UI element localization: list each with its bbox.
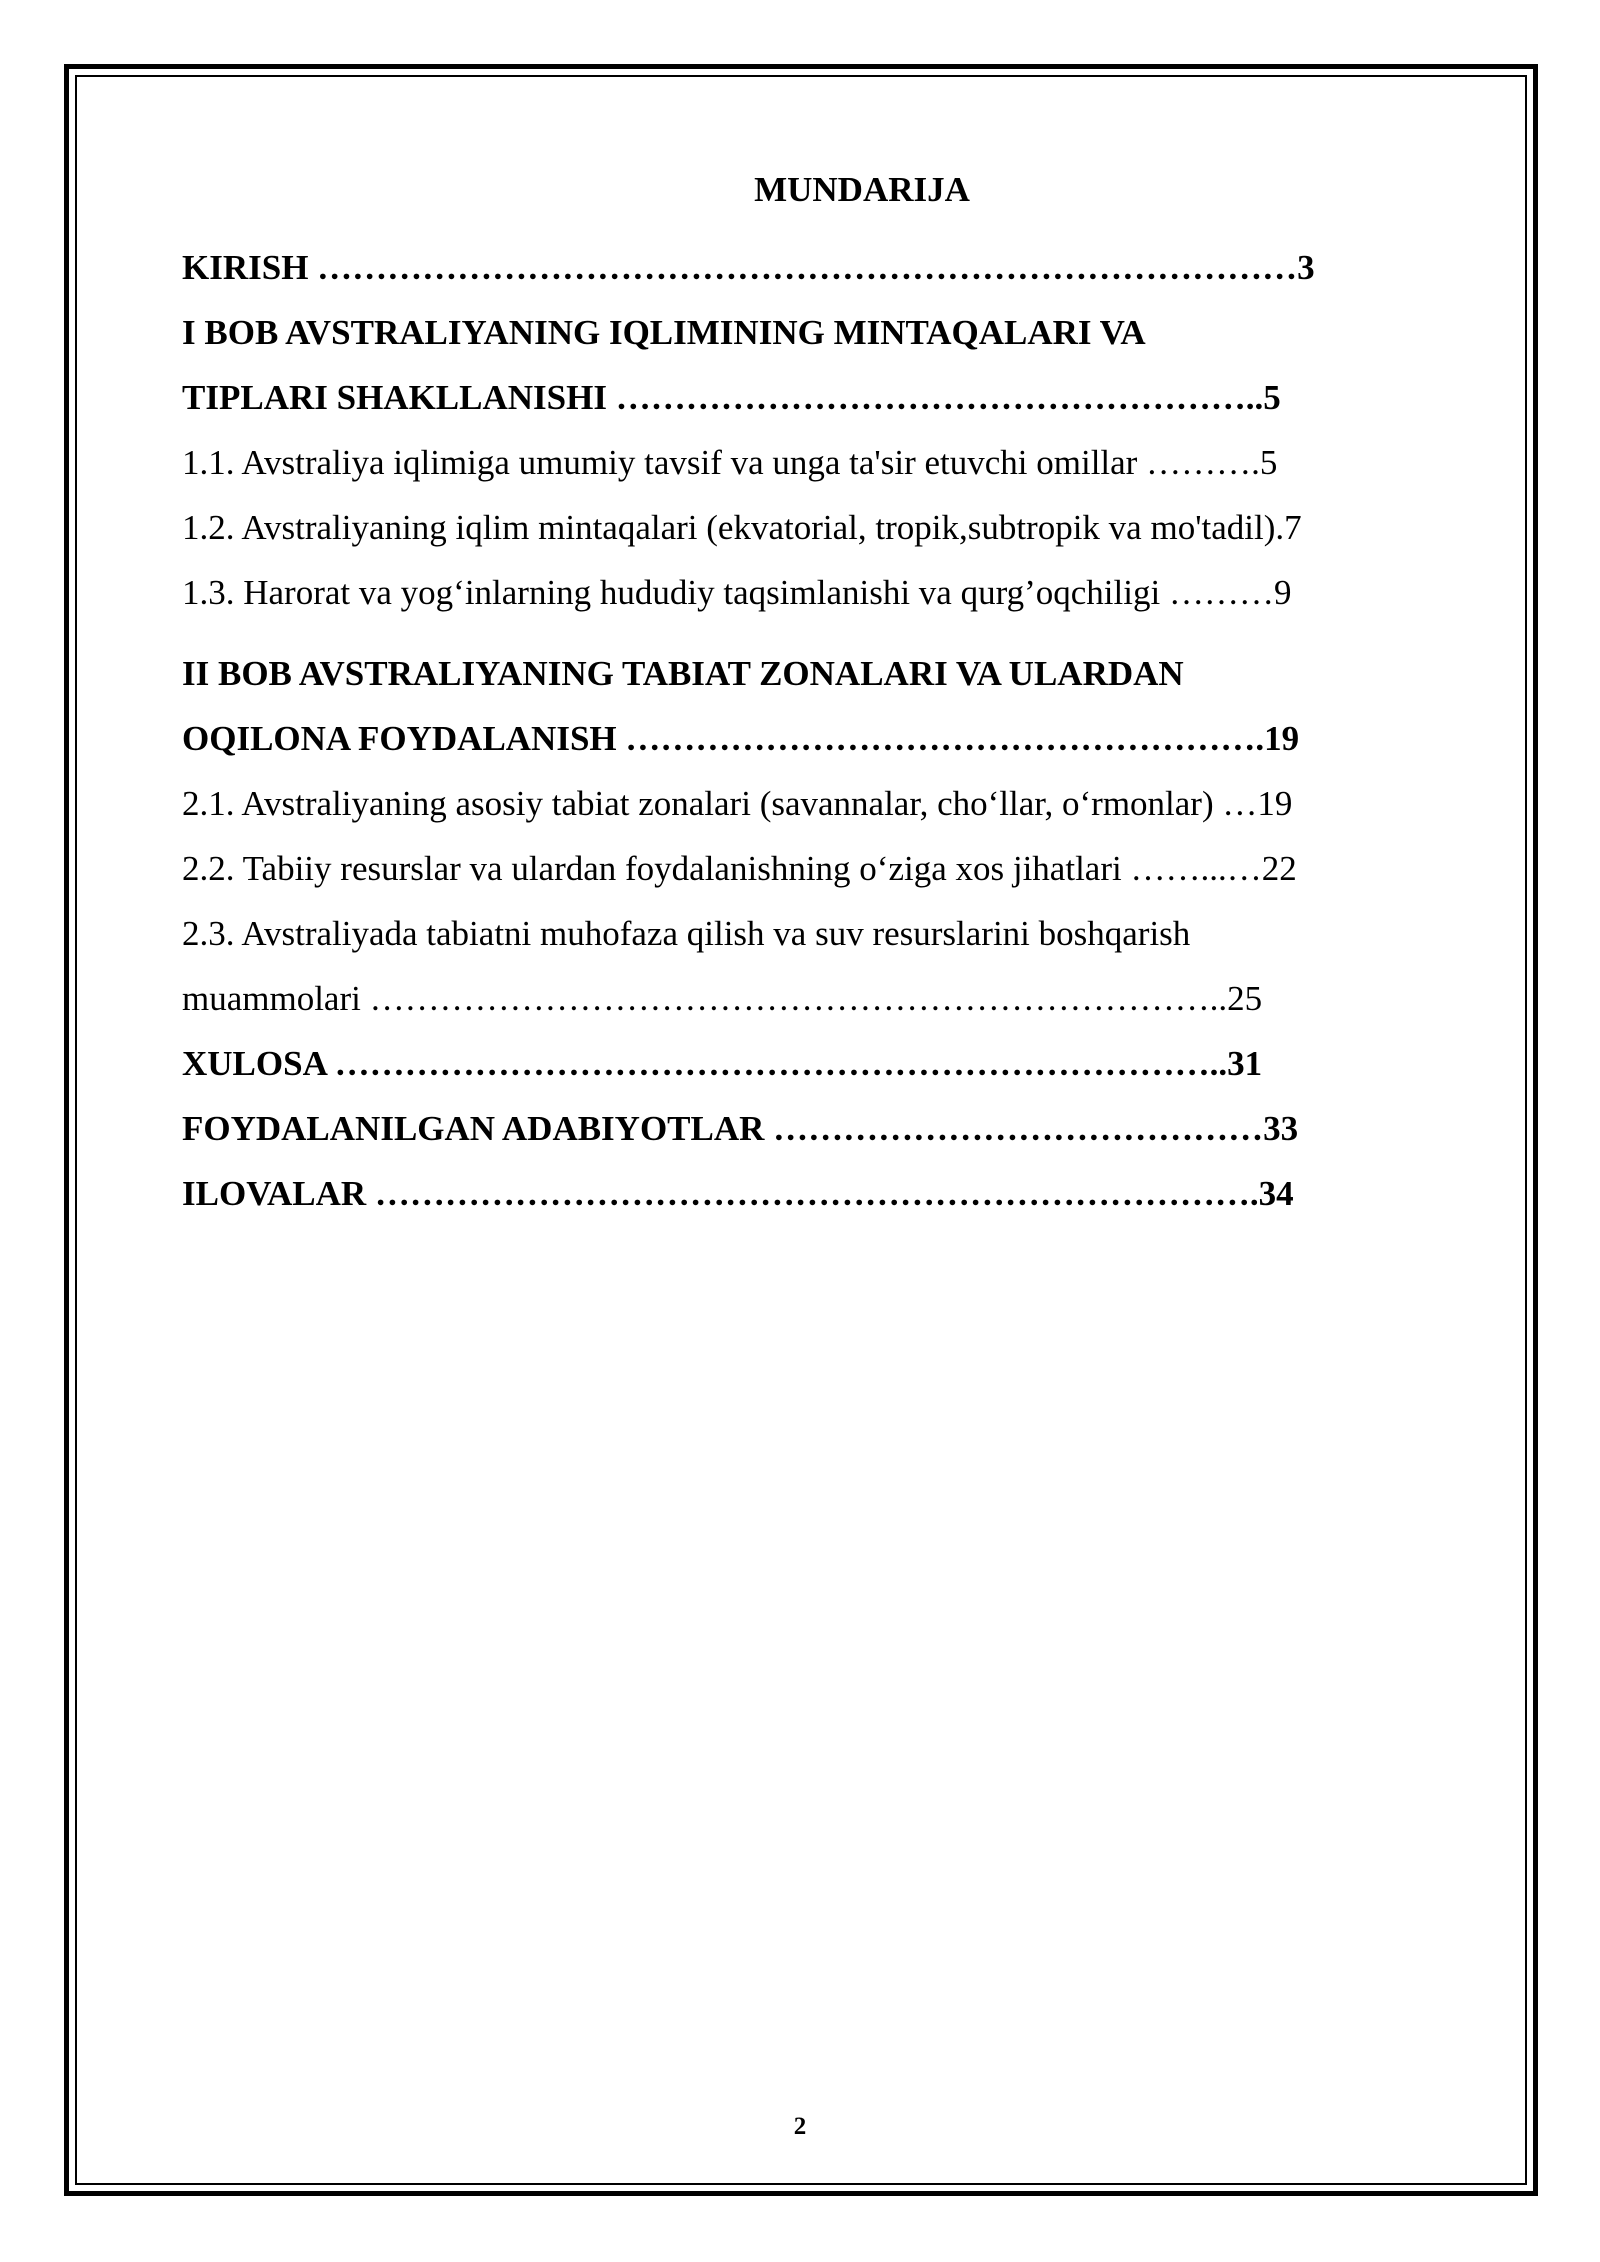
toc-entry-section-1-2: 1.2. Avstraliyaning iqlim mintaqalari (ekvatorial, tropik,subtropik va mo'tadil).7 — [182, 508, 1302, 547]
toc-entry-section-2-1: 2.1. Avstraliyaning asosiy tabiat zonalari (savannalar, cho‘llar, o‘rmonlar) …19 — [182, 784, 1293, 823]
toc-entry-section-1-3: 1.3. Harorat va yog‘inlarning hududiy taqsimlanishi va qurg’oqchiligi ………9 — [182, 573, 1292, 612]
toc-entry-section-2-3-cont: muammolari ………………………………………………………………..25 — [182, 979, 1263, 1018]
toc-entry-chapter-2-title-cont: OQILONA FOYDALANISH ……………………………………………….19 — [182, 719, 1300, 758]
toc-entry-kirish: KIRISH …………………………………………………………………………3 — [182, 248, 1315, 287]
table-of-contents — [182, 170, 1392, 1226]
toc-entry-ilovalar: ILOVALAR ………………………………………………………………….34 — [182, 1174, 1294, 1213]
page-number: 2 — [793, 2113, 807, 2140]
toc-entry-chapter-1-title: I BOB AVSTRALIYANING IQLIMINING MINTAQALARI VA — [182, 313, 1146, 352]
toc-entry-chapter-1-title-cont: TIPLARI SHAKLLANISHI ………………………………………………..5 — [182, 378, 1281, 417]
toc-entry-xulosa: XULOSA …………………………………………………………………..31 — [182, 1044, 1263, 1083]
toc-entry-foydalanilgan-adabiyotlar: FOYDALANILGAN ADABIYOTLAR ……………………………………33 — [182, 1109, 1299, 1148]
toc-entry-section-1-1: 1.1. Avstraliya iqlimiga umumiy tavsif va unga ta'sir etuvchi omillar ……….5 — [182, 443, 1278, 482]
toc-entry-section-2-3: 2.3. Avstraliyada tabiatni muhofaza qilish va suv resurslarini boshqarish — [182, 914, 1191, 953]
toc-entry-section-2-2: 2.2. Tabiiy resurslar va ulardan foydalanishning o‘ziga xos jihatlari ……...…22 — [182, 849, 1297, 888]
toc-title: MUNDARIJA — [754, 170, 970, 209]
toc-gap — [182, 625, 1392, 641]
toc-entry-chapter-2-title: II BOB AVSTRALIYANING TABIAT ZONALARI VA ULARDAN — [182, 654, 1184, 693]
